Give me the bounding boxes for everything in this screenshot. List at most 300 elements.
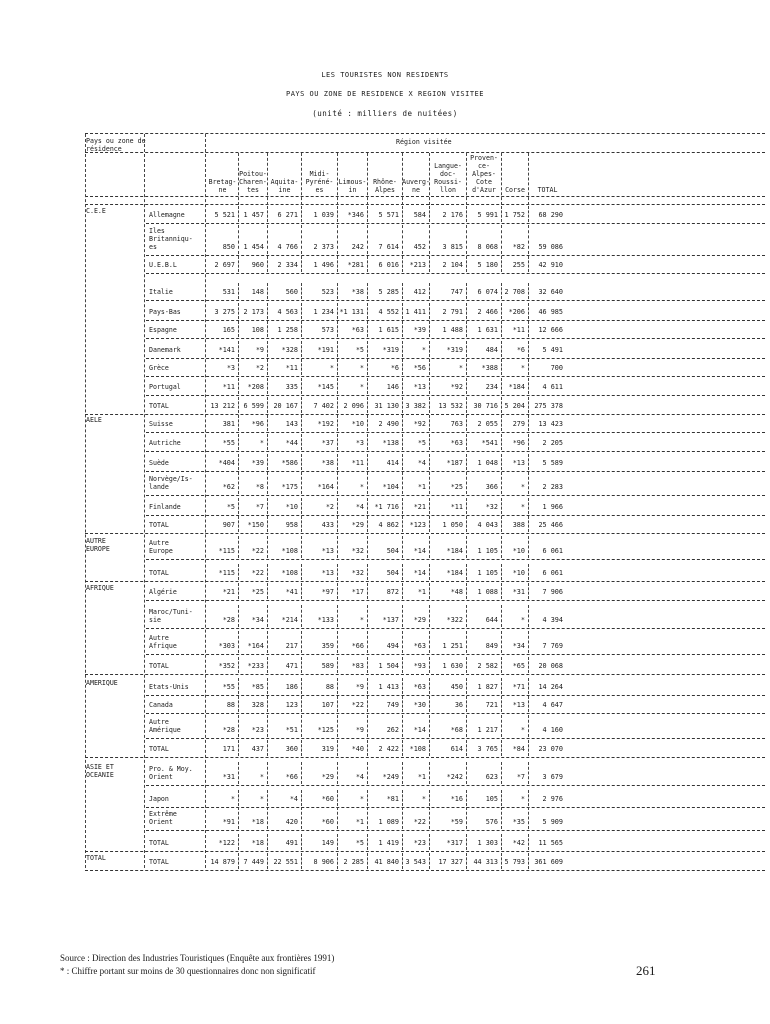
cell-separator	[267, 454, 268, 470]
column-separator	[429, 153, 430, 205]
cell-separator	[466, 790, 467, 806]
row-rule	[85, 533, 765, 534]
table-cell: *192	[317, 420, 334, 428]
row-label: Finlande	[149, 503, 181, 511]
cell-separator	[238, 631, 239, 653]
table-cell: *4	[355, 503, 364, 511]
table-cell: 242	[351, 243, 364, 251]
table-cell: 5 793	[504, 858, 525, 866]
table-cell: *115	[218, 547, 235, 555]
cell-separator	[238, 206, 239, 222]
table-cell: 186	[285, 683, 298, 691]
table-cell: *2	[325, 503, 334, 511]
footnote: * : Chiffre portant sur moins de 30 questionnaires donc non significatif	[60, 966, 316, 976]
cell-separator	[402, 715, 403, 737]
table-cell: 2 104	[442, 261, 463, 269]
cell-separator	[501, 807, 502, 829]
table-cell: *1	[417, 483, 426, 491]
table-cell: *37	[321, 439, 334, 447]
table-cell: 4 552	[378, 308, 399, 316]
table-cell: *319	[446, 346, 463, 354]
table-cell: 360	[285, 745, 298, 753]
table-cell: 8 068	[477, 243, 498, 251]
table-cell: *14	[413, 569, 426, 577]
cell-separator	[429, 605, 430, 627]
table-cell: *319	[382, 346, 399, 354]
cell-separator	[466, 657, 467, 673]
table-cell: *208	[247, 383, 264, 391]
table-cell: 22 551	[273, 858, 298, 866]
table-cell: *9	[355, 726, 364, 734]
row-rule	[146, 785, 765, 786]
row-rule	[146, 338, 765, 339]
table-cell: *	[520, 795, 525, 803]
table-cell: 1 615	[378, 326, 399, 334]
table-cell: *	[520, 616, 525, 624]
table-cell: 3 382	[405, 402, 426, 410]
table-cell: 960	[251, 261, 264, 269]
cell-separator	[501, 359, 502, 375]
cell-separator	[301, 715, 302, 737]
row-rule	[85, 581, 765, 582]
cell-separator	[337, 378, 338, 394]
cell-separator	[267, 303, 268, 319]
cell-separator	[429, 454, 430, 470]
table-cell: 2 490	[378, 420, 399, 428]
column-header: Midi- Pyréné- es	[305, 170, 334, 194]
cell-separator	[501, 657, 502, 673]
table-cell: *141	[218, 346, 235, 354]
table-cell: *62	[222, 483, 235, 491]
row-rule	[146, 273, 765, 274]
row-rule	[146, 451, 765, 452]
table-cell: 644	[485, 616, 498, 624]
row-group: AMERIQUE	[86, 679, 118, 687]
table-cell: 20 068	[538, 662, 563, 670]
cell-separator	[429, 415, 430, 431]
cell-separator	[501, 605, 502, 627]
cell-separator	[367, 657, 368, 673]
table-cell: *	[520, 364, 525, 372]
cell-separator	[528, 359, 529, 375]
cell-separator	[367, 790, 368, 806]
cell-separator	[429, 472, 430, 494]
table-cell: *11	[285, 364, 298, 372]
cell-separator	[238, 536, 239, 558]
cell-separator	[238, 605, 239, 627]
table-cell: *303	[218, 642, 235, 650]
cell-separator	[402, 834, 403, 850]
table-cell: 5 571	[378, 211, 399, 219]
cell-separator	[501, 397, 502, 413]
table-cell: 494	[386, 642, 399, 650]
row-label: Suisse	[149, 420, 173, 428]
table-cell: *4	[417, 459, 426, 467]
table-cell: *	[359, 383, 364, 391]
table-cell: 504	[386, 547, 399, 555]
cell-separator	[301, 321, 302, 337]
table-cell: 44 313	[473, 858, 498, 866]
table-cell: *92	[450, 383, 463, 391]
table-cell: *1	[355, 818, 364, 826]
cell-separator	[238, 359, 239, 375]
table-cell: *31	[222, 773, 235, 781]
table-cell: 123	[285, 701, 298, 709]
table-cell: 1 217	[477, 726, 498, 734]
cell-separator	[301, 536, 302, 558]
table-cell: *21	[222, 588, 235, 596]
cell-separator	[301, 397, 302, 413]
table-cell: *32	[485, 503, 498, 511]
cell-separator	[267, 378, 268, 394]
cell-separator	[429, 678, 430, 694]
table-cell: *63	[413, 642, 426, 650]
table-cell: *39	[251, 459, 264, 467]
column-separator	[367, 153, 368, 205]
cell-separator	[429, 583, 430, 599]
cell-separator	[501, 583, 502, 599]
cell-separator	[501, 762, 502, 784]
table-cell: 523	[321, 288, 334, 296]
row-label: TOTAL	[149, 858, 169, 866]
column-separator	[238, 153, 239, 205]
table-cell: 14 264	[538, 683, 563, 691]
table-cell: 1 488	[442, 326, 463, 334]
cell-separator	[301, 303, 302, 319]
cell-separator	[402, 472, 403, 494]
table-cell: *82	[512, 243, 525, 251]
cell-separator	[238, 434, 239, 450]
cell-separator	[528, 415, 529, 431]
table-cell: 6 599	[243, 402, 264, 410]
table-cell: 573	[321, 326, 334, 334]
cell-separator	[301, 605, 302, 627]
cell-separator	[367, 583, 368, 599]
cell-separator	[267, 657, 268, 673]
cell-separator	[367, 740, 368, 756]
row-label: Maroc/Tuni- sie	[149, 608, 193, 624]
cell-separator	[429, 321, 430, 337]
cell-separator	[367, 605, 368, 627]
cell-separator	[301, 359, 302, 375]
cell-separator	[466, 762, 467, 784]
table-cell: *	[520, 726, 525, 734]
table-cell: *84	[512, 745, 525, 753]
column-header: Poitou- Charen- tes	[239, 170, 267, 194]
row-label: Algérie	[149, 588, 177, 596]
cell-separator	[267, 434, 268, 450]
table-cell: *29	[351, 521, 364, 529]
table-cell: *4	[289, 795, 298, 803]
row-label: TOTAL	[149, 839, 169, 847]
table-cell: *44	[285, 439, 298, 447]
row-label: Extrême Orient	[149, 810, 177, 826]
table-cell: 958	[285, 521, 298, 529]
column-separator	[337, 153, 338, 205]
cell-separator	[466, 283, 467, 299]
row-rule	[85, 757, 765, 758]
table-cell: *10	[512, 547, 525, 555]
cell-separator	[466, 434, 467, 450]
table-cell: *5	[355, 839, 364, 847]
cell-separator	[337, 359, 338, 375]
table-cell: *5	[355, 346, 364, 354]
table-cell: 279	[512, 420, 525, 428]
cell-separator	[301, 256, 302, 272]
row-group: TOTAL	[86, 854, 106, 862]
row-rule	[146, 395, 765, 396]
cell-separator	[337, 536, 338, 558]
table-cell: *10	[285, 503, 298, 511]
cell-separator	[429, 740, 430, 756]
table-cell: *10	[512, 569, 525, 577]
cell-separator	[429, 762, 430, 784]
cell-separator	[466, 206, 467, 222]
page-number: 261	[636, 963, 656, 978]
table-cell: *3	[355, 439, 364, 447]
cell-separator	[528, 564, 529, 580]
table-cell: *31	[512, 588, 525, 596]
table-cell: *213	[409, 261, 426, 269]
table-cell: *184	[508, 383, 525, 391]
cell-separator	[429, 225, 430, 254]
table-cell: 2 176	[442, 211, 463, 219]
table-cell: *23	[413, 839, 426, 847]
table-cell: *66	[285, 773, 298, 781]
cell-separator	[528, 378, 529, 394]
table-cell: 4 043	[477, 521, 498, 529]
column-header: Rhône- Alpes	[373, 178, 397, 194]
table-cell: 1 419	[378, 839, 399, 847]
cell-separator	[501, 715, 502, 737]
table-cell: 700	[550, 364, 563, 372]
table-cell: 6 074	[477, 288, 498, 296]
cell-separator	[429, 696, 430, 712]
table-cell: 4 394	[542, 616, 563, 624]
cell-separator	[238, 397, 239, 413]
table-cell: *22	[251, 547, 264, 555]
row-group: AUTRE EUROPE	[86, 537, 110, 553]
table-cell: 763	[450, 420, 463, 428]
cell-separator	[238, 498, 239, 514]
table-cell: 5 589	[542, 459, 563, 467]
table-cell: *13	[413, 383, 426, 391]
table-title: LES TOURISTES NON RESIDENTS	[321, 71, 449, 79]
table-cell: 907	[222, 521, 235, 529]
cell-separator	[238, 790, 239, 806]
cell-separator	[238, 715, 239, 737]
table-cell: 2 697	[214, 261, 235, 269]
table-cell: *22	[413, 818, 426, 826]
cell-separator	[301, 678, 302, 694]
cell-separator	[337, 498, 338, 514]
cell-separator	[466, 678, 467, 694]
table-cell: *150	[247, 521, 264, 529]
cell-separator	[367, 762, 368, 784]
cell-separator	[528, 434, 529, 450]
table-cell: *	[359, 364, 364, 372]
table-cell: *60	[321, 795, 334, 803]
cell-separator	[501, 853, 502, 869]
table-cell: 2 976	[542, 795, 563, 803]
table-cell: *4	[355, 773, 364, 781]
cell-separator	[501, 225, 502, 254]
cell-separator	[402, 564, 403, 580]
cell-separator	[466, 740, 467, 756]
table-cell: *	[259, 773, 264, 781]
cell-separator	[466, 536, 467, 558]
row-label: Autre Europe	[149, 539, 173, 555]
cell-separator	[402, 341, 403, 357]
row-label: TOTAL	[149, 402, 169, 410]
table-cell: 1 966	[542, 503, 563, 511]
column-separator	[528, 153, 529, 205]
cell-separator	[238, 696, 239, 712]
cell-separator	[528, 283, 529, 299]
cell-separator	[238, 564, 239, 580]
cell-separator	[501, 834, 502, 850]
table-cell: *51	[285, 726, 298, 734]
table-cell: *14	[413, 547, 426, 555]
table-cell: 589	[321, 662, 334, 670]
table-cell: 491	[285, 839, 298, 847]
cell-separator	[528, 341, 529, 357]
table-cell: *1	[417, 773, 426, 781]
table-cell: *10	[351, 420, 364, 428]
table-cell: 1 454	[243, 243, 264, 251]
row-label: TOTAL	[149, 745, 169, 753]
table-cell: *108	[281, 547, 298, 555]
cell-separator	[501, 415, 502, 431]
cell-separator	[402, 321, 403, 337]
table-cell: 420	[285, 818, 298, 826]
cell-separator	[402, 631, 403, 653]
table-cell: 4 766	[277, 243, 298, 251]
table-cell: *	[359, 616, 364, 624]
table-cell: 614	[450, 745, 463, 753]
table-cell: *104	[382, 483, 399, 491]
cell-separator	[238, 834, 239, 850]
row-rule	[85, 870, 765, 871]
cell-separator	[528, 516, 529, 532]
cell-separator	[466, 853, 467, 869]
cell-separator	[501, 206, 502, 222]
table-cell: *22	[351, 701, 364, 709]
cell-separator	[402, 516, 403, 532]
cell-separator	[367, 341, 368, 357]
cell-separator	[337, 631, 338, 653]
cell-separator	[466, 631, 467, 653]
row-rule	[146, 830, 765, 831]
table-cell: *40	[351, 745, 364, 753]
cell-separator	[528, 834, 529, 850]
cell-separator	[528, 657, 529, 673]
cell-separator	[429, 341, 430, 357]
cell-separator	[429, 631, 430, 653]
table-cell: *108	[409, 745, 426, 753]
cell-separator	[238, 807, 239, 829]
cell-separator	[429, 206, 430, 222]
cell-separator	[466, 605, 467, 627]
table-cell: *63	[450, 439, 463, 447]
table-cell: *17	[351, 588, 364, 596]
cell-separator	[402, 498, 403, 514]
table-subtitle: PAYS OU ZONE DE RESIDENCE X REGION VISITEE	[285, 90, 484, 98]
column-separator	[501, 153, 502, 205]
table-cell: *42	[512, 839, 525, 847]
cell-separator	[367, 853, 368, 869]
row-rule	[85, 414, 765, 415]
table-cell: 850	[222, 243, 235, 251]
cell-separator	[301, 631, 302, 653]
table-cell: 6 016	[378, 261, 399, 269]
cell-separator	[402, 378, 403, 394]
cell-separator	[337, 341, 338, 357]
table-cell: 1 411	[405, 308, 426, 316]
header-region: Région visitée	[396, 138, 452, 146]
cell-separator	[337, 225, 338, 254]
cell-separator	[429, 256, 430, 272]
cell-separator	[337, 283, 338, 299]
cell-separator	[301, 696, 302, 712]
cell-separator	[238, 256, 239, 272]
cell-separator	[301, 834, 302, 850]
table-cell: *96	[251, 420, 264, 428]
table-cell: 1 496	[313, 261, 334, 269]
table-cell: *7	[255, 503, 264, 511]
row-rule	[85, 851, 765, 852]
cell-separator	[337, 454, 338, 470]
cell-separator	[402, 206, 403, 222]
row-rule	[85, 674, 765, 675]
cell-separator	[402, 853, 403, 869]
table-cell: 872	[386, 588, 399, 596]
cell-separator	[466, 472, 467, 494]
cell-separator	[466, 807, 467, 829]
cell-separator	[501, 378, 502, 394]
table-cell: 4 647	[542, 701, 563, 709]
table-cell: 1 105	[477, 547, 498, 555]
source-note: Source : Direction des Industries Touristiques (Enquête aux frontières 1991)	[60, 953, 335, 963]
cell-separator	[337, 853, 338, 869]
column-separator	[466, 153, 467, 205]
table-cell: *41	[285, 588, 298, 596]
cell-separator	[429, 283, 430, 299]
table-cell: 20 167	[273, 402, 298, 410]
table-cell: *404	[218, 459, 235, 467]
table-cell: *	[421, 795, 426, 803]
row-label: Danemark	[149, 346, 181, 354]
cell-separator	[528, 454, 529, 470]
table-cell: 5 521	[214, 211, 235, 219]
row-group: C.E.E	[86, 207, 106, 215]
cell-separator	[402, 415, 403, 431]
table-cell: 7 402	[313, 402, 334, 410]
table-cell: 68 290	[538, 211, 563, 219]
table-cell: 14 879	[210, 858, 235, 866]
table-cell: *5	[417, 439, 426, 447]
cell-separator	[501, 472, 502, 494]
table-cell: 6 061	[542, 569, 563, 577]
table-cell: 2 205	[542, 439, 563, 447]
table-cell: *22	[251, 569, 264, 577]
cell-separator	[367, 678, 368, 694]
cell-separator	[301, 206, 302, 222]
table-cell: 381	[222, 420, 235, 428]
table-cell: 148	[251, 288, 264, 296]
table-cell: *92	[413, 420, 426, 428]
table-cell: 5 909	[542, 818, 563, 826]
